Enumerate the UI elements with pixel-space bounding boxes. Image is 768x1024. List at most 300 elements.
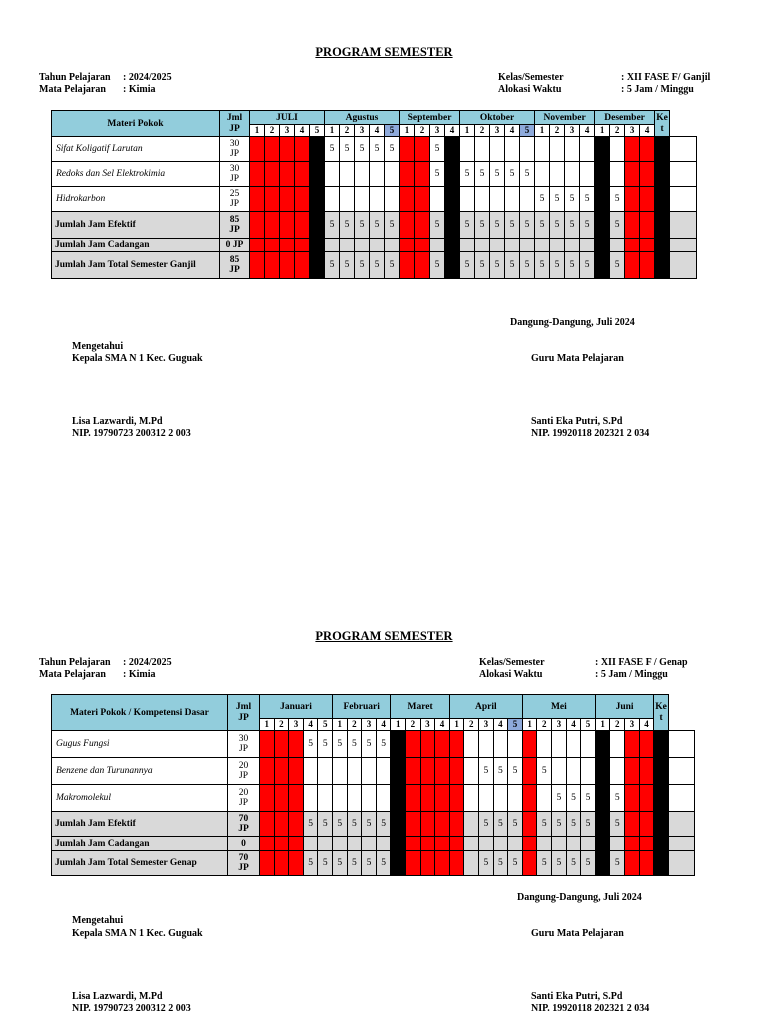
week-cell (581, 758, 596, 785)
week-cell (625, 162, 640, 187)
week-cell (537, 785, 552, 812)
week-cell (479, 785, 494, 812)
week-cell (639, 851, 654, 876)
mapel-label: Mata Pelajaran (39, 84, 106, 95)
week-cell (400, 252, 415, 279)
week-cell: 5 (493, 851, 508, 876)
week-number: 4 (303, 719, 318, 731)
ket-cell (670, 162, 697, 187)
jml-cell (220, 162, 250, 187)
guru-name: Santi Eka Putri, S.Pd (531, 991, 623, 1002)
week-cell (580, 137, 595, 162)
week-cell: 5 (385, 252, 400, 279)
week-cell (274, 851, 289, 876)
mapel-value: : Kimia (123, 669, 156, 680)
week-cell (655, 212, 670, 239)
month-header: Maret (391, 695, 449, 719)
week-cell (449, 837, 464, 851)
week-number: 3 (420, 719, 435, 731)
week-cell (333, 785, 348, 812)
week-cell (449, 731, 464, 758)
header-jml (228, 695, 260, 731)
week-cell: 5 (490, 212, 505, 239)
summary-label: Jumlah Jam Efektif (52, 212, 220, 239)
week-cell (370, 187, 385, 212)
week-cell (625, 212, 640, 239)
jml-cell (228, 812, 260, 837)
week-cell (535, 239, 550, 252)
week-cell (435, 812, 450, 837)
week-cell (420, 758, 435, 785)
week-cell: 5 (362, 812, 377, 837)
week-cell (537, 731, 552, 758)
jml-unit: JP (239, 798, 248, 808)
ket-cell (670, 252, 697, 279)
week-cell (318, 785, 333, 812)
week-cell (654, 731, 669, 758)
week-cell (420, 851, 435, 876)
week-cell: 5 (520, 252, 535, 279)
week-cell (430, 239, 445, 252)
mapel-label: Mata Pelajaran (39, 669, 106, 680)
week-cell (475, 239, 490, 252)
week-cell (522, 785, 537, 812)
week-number: 5 (310, 125, 325, 137)
week-cell (505, 239, 520, 252)
week-number: 3 (625, 719, 640, 731)
kepala-title: Kepala SMA N 1 Kec. Guguak (72, 353, 203, 364)
week-cell: 5 (535, 252, 550, 279)
week-cell (274, 812, 289, 837)
summary-label: Jumlah Jam Efektif (52, 812, 228, 837)
week-number: 3 (490, 125, 505, 137)
materi-label: Gugus Fungsi (52, 731, 228, 758)
kelas-value: : XII FASE F / Genap (595, 657, 688, 668)
week-cell (625, 851, 640, 876)
header-jml (220, 111, 250, 137)
week-cell (640, 187, 655, 212)
week-cell (464, 758, 479, 785)
week-cell: 5 (340, 212, 355, 239)
week-cell (654, 758, 669, 785)
week-cell: 5 (376, 731, 391, 758)
week-cell (535, 162, 550, 187)
materi-label: Benzene dan Turunannya (52, 758, 228, 785)
week-cell (355, 162, 370, 187)
week-cell: 5 (333, 731, 348, 758)
tahun-value: : 2024/2025 (123, 72, 172, 83)
week-cell (595, 785, 610, 812)
week-cell: 5 (565, 252, 580, 279)
week-cell: 5 (550, 187, 565, 212)
ket-cell (668, 785, 694, 812)
week-cell (493, 837, 508, 851)
jml-cell (220, 212, 250, 239)
week-cell: 5 (355, 252, 370, 279)
week-cell (400, 212, 415, 239)
week-cell (460, 137, 475, 162)
week-number: 1 (333, 719, 348, 731)
week-cell: 5 (460, 162, 475, 187)
week-number: 2 (464, 719, 479, 731)
week-number: 2 (475, 125, 490, 137)
week-cell (464, 851, 479, 876)
week-cell: 5 (445, 252, 460, 279)
week-number: 4 (580, 125, 595, 137)
ket-cell (668, 851, 694, 876)
jml-value: 30 (238, 734, 249, 744)
week-cell (310, 162, 325, 187)
week-cell: 5 (325, 252, 340, 279)
week-cell (520, 137, 535, 162)
week-cell: 5 (508, 851, 523, 876)
jml-unit: JP (229, 265, 240, 275)
week-cell: 5 (493, 758, 508, 785)
week-cell: 5 (385, 137, 400, 162)
week-cell (347, 785, 362, 812)
info-left-ganjil (39, 72, 172, 96)
table-row (52, 212, 697, 239)
week-cell (522, 837, 537, 851)
kepala-title: Kepala SMA N 1 Kec. Guguak (72, 928, 203, 939)
schedule-table-ganjil (51, 110, 697, 279)
kepala-nip: NIP. 19790723 200312 2 003 (72, 428, 191, 439)
mengetahui-label: Mengetahui (72, 341, 124, 352)
week-cell (406, 758, 421, 785)
kepala-name: Lisa Lazwardi, M.Pd (72, 416, 163, 427)
kepala-name: Lisa Lazwardi, M.Pd (72, 991, 163, 1002)
week-cell (435, 851, 450, 876)
week-number: 1 (391, 719, 406, 731)
week-cell: 5 (580, 252, 595, 279)
week-number: 1 (460, 125, 475, 137)
week-cell (420, 837, 435, 851)
week-cell (310, 252, 325, 279)
week-cell (250, 239, 265, 252)
week-cell (280, 212, 295, 239)
week-cell (295, 162, 310, 187)
week-cell: 5 (303, 851, 318, 876)
place-date: Dangung-Dangung, Juli 2024 (510, 317, 635, 328)
week-cell (464, 785, 479, 812)
week-cell (625, 252, 640, 279)
week-cell: 5 (550, 212, 565, 239)
week-number: 5 (385, 125, 400, 137)
page-title-ganjil: PROGRAM SEMESTER (315, 45, 453, 59)
week-cell: 5 (490, 252, 505, 279)
month-header: Oktober (460, 111, 535, 125)
week-cell: 5 (508, 812, 523, 837)
header-jml-label: Jml (226, 112, 243, 123)
place-date: Dangung-Dangung, Juli 2024 (517, 892, 642, 903)
week-cell: 5 (552, 785, 567, 812)
week-cell (420, 812, 435, 837)
week-cell: 5 (460, 252, 475, 279)
week-number: 2 (406, 719, 421, 731)
week-cell (295, 212, 310, 239)
jml-cell (220, 252, 250, 279)
week-cell: 5 (430, 252, 445, 279)
week-number: 3 (289, 719, 304, 731)
week-number: 4 (640, 125, 655, 137)
week-cell (520, 239, 535, 252)
week-number: 3 (479, 719, 494, 731)
week-cell (479, 731, 494, 758)
week-cell: 5 (493, 812, 508, 837)
week-cell (654, 851, 669, 876)
week-cell (449, 851, 464, 876)
week-cell (355, 239, 370, 252)
week-number: 4 (493, 719, 508, 731)
week-cell: 5 (303, 812, 318, 837)
week-cell (430, 187, 445, 212)
week-cell (565, 137, 580, 162)
week-cell (318, 758, 333, 785)
table-row (52, 239, 697, 252)
week-cell (303, 837, 318, 851)
week-cell (340, 162, 355, 187)
week-cell (376, 837, 391, 851)
schedule-table-genap (51, 694, 695, 876)
week-cell (385, 162, 400, 187)
week-cell: 5 (430, 137, 445, 162)
week-cell (565, 239, 580, 252)
week-cell (280, 137, 295, 162)
week-cell (552, 731, 567, 758)
week-cell (581, 731, 596, 758)
ket-cell (668, 812, 694, 837)
week-number: 5 (508, 719, 523, 731)
week-cell (537, 837, 552, 851)
week-cell (250, 162, 265, 187)
week-cell (445, 239, 460, 252)
week-cell: 5 (566, 851, 581, 876)
week-cell: 5 (566, 785, 581, 812)
jml-value: 85 (229, 255, 240, 265)
week-cell (415, 212, 430, 239)
week-number: 1 (595, 719, 610, 731)
jml-unit: JP (239, 771, 248, 781)
week-cell (340, 239, 355, 252)
week-number: 2 (274, 719, 289, 731)
week-number: 2 (610, 125, 625, 137)
week-cell (581, 837, 596, 851)
week-cell (625, 137, 640, 162)
week-cell (475, 137, 490, 162)
guru-nip: NIP. 19920118 202321 2 034 (531, 428, 650, 439)
week-cell: 5 (303, 731, 318, 758)
week-cell: 5 (325, 212, 340, 239)
week-cell (391, 758, 406, 785)
week-cell (260, 837, 275, 851)
week-cell (610, 162, 625, 187)
week-cell (325, 162, 340, 187)
week-cell: 5 (580, 187, 595, 212)
week-cell: 5 (565, 187, 580, 212)
week-cell: 5 (552, 812, 567, 837)
week-cell (340, 187, 355, 212)
week-cell (550, 162, 565, 187)
week-cell (493, 785, 508, 812)
jml-value: 30 (229, 139, 240, 149)
week-cell (362, 785, 377, 812)
week-cell: 5 (610, 785, 625, 812)
week-cell (400, 162, 415, 187)
table-row (52, 758, 695, 785)
week-number: 4 (505, 125, 520, 137)
week-number: 4 (295, 125, 310, 137)
week-cell (595, 162, 610, 187)
jml-value: 30 (229, 164, 240, 174)
week-cell (595, 239, 610, 252)
materi-label: Makromolekul (52, 785, 228, 812)
summary-label: Jumlah Jam Cadangan (52, 837, 228, 851)
week-cell (640, 212, 655, 239)
week-cell (406, 812, 421, 837)
week-cell (640, 137, 655, 162)
week-cell (595, 851, 610, 876)
week-number: 3 (362, 719, 377, 731)
week-cell: 5 (520, 212, 535, 239)
week-cell: 5 (385, 212, 400, 239)
week-number: 3 (552, 719, 567, 731)
week-number: 2 (347, 719, 362, 731)
week-cell (325, 187, 340, 212)
week-cell (260, 731, 275, 758)
jml-value: 20 (238, 788, 249, 798)
week-cell (550, 239, 565, 252)
week-cell: 5 (580, 212, 595, 239)
week-cell (391, 812, 406, 837)
week-number: 2 (415, 125, 430, 137)
table-row (52, 162, 697, 187)
jml-cell (228, 731, 260, 758)
week-cell (475, 187, 490, 212)
week-cell: 5 (490, 162, 505, 187)
week-cell (376, 758, 391, 785)
week-cell: 5 (347, 812, 362, 837)
week-cell (265, 137, 280, 162)
week-cell (274, 731, 289, 758)
table-row (52, 785, 695, 812)
week-cell: 5 (325, 137, 340, 162)
week-cell (415, 162, 430, 187)
week-number: 1 (522, 719, 537, 731)
week-cell (639, 812, 654, 837)
month-header: Desember (595, 111, 655, 125)
week-cell (508, 785, 523, 812)
guru-nip: NIP. 19920118 202321 2 034 (531, 1003, 650, 1014)
week-cell: 5 (505, 252, 520, 279)
week-cell (522, 851, 537, 876)
week-cell: 5 (550, 252, 565, 279)
week-cell (522, 731, 537, 758)
week-cell (460, 187, 475, 212)
week-cell (464, 731, 479, 758)
week-cell: 5 (581, 812, 596, 837)
week-number: 2 (610, 719, 625, 731)
week-cell (522, 812, 537, 837)
header-jp-label: JP (229, 123, 240, 134)
week-cell (303, 785, 318, 812)
week-cell (595, 137, 610, 162)
week-cell (595, 731, 610, 758)
week-cell: 5 (445, 212, 460, 239)
week-cell (639, 731, 654, 758)
week-cell: 5 (552, 851, 567, 876)
week-cell (250, 252, 265, 279)
kelas-value: : XII FASE F/ Ganjil (621, 72, 711, 83)
week-cell (640, 252, 655, 279)
week-cell (289, 851, 304, 876)
week-cell (610, 137, 625, 162)
week-cell (595, 837, 610, 851)
week-cell (280, 187, 295, 212)
week-cell: 5 (376, 812, 391, 837)
week-cell: 5 (475, 162, 490, 187)
week-cell: 5 (460, 212, 475, 239)
week-cell: 5 (376, 851, 391, 876)
week-cell (415, 239, 430, 252)
jml-value: 70 (238, 853, 249, 863)
week-cell: 5 (479, 851, 494, 876)
week-cell (479, 837, 494, 851)
week-cell: 5 (581, 785, 596, 812)
header-ket: Ke t (655, 111, 670, 137)
week-cell (274, 837, 289, 851)
week-cell (265, 212, 280, 239)
ket-cell (670, 212, 697, 239)
week-cell: 5 (362, 731, 377, 758)
week-cell (376, 785, 391, 812)
month-header: Agustus (325, 111, 400, 125)
week-cell (655, 137, 670, 162)
week-number: 4 (639, 719, 654, 731)
week-cell: 5 (340, 137, 355, 162)
week-cell (595, 212, 610, 239)
week-cell (435, 837, 450, 851)
week-cell: 5 (537, 851, 552, 876)
week-cell (295, 239, 310, 252)
week-cell (303, 758, 318, 785)
week-number: 4 (370, 125, 385, 137)
week-cell (445, 162, 460, 187)
tahun-label: Tahun Pelajaran (39, 72, 111, 83)
week-cell (625, 187, 640, 212)
week-cell (295, 187, 310, 212)
table-row (52, 187, 697, 212)
jml-unit: JP (230, 174, 239, 184)
week-cell (289, 785, 304, 812)
week-cell (406, 851, 421, 876)
week-number: 5 (520, 125, 535, 137)
week-cell: 5 (318, 812, 333, 837)
week-cell (265, 162, 280, 187)
week-cell (289, 837, 304, 851)
week-cell (580, 239, 595, 252)
week-cell (625, 812, 640, 837)
month-header: Mei (522, 695, 595, 719)
week-cell (625, 837, 640, 851)
table-row (52, 812, 695, 837)
week-cell (505, 187, 520, 212)
jml-cell (228, 851, 260, 876)
week-number: 1 (449, 719, 464, 731)
week-cell (250, 187, 265, 212)
week-cell (445, 137, 460, 162)
week-cell (274, 785, 289, 812)
week-cell (280, 239, 295, 252)
